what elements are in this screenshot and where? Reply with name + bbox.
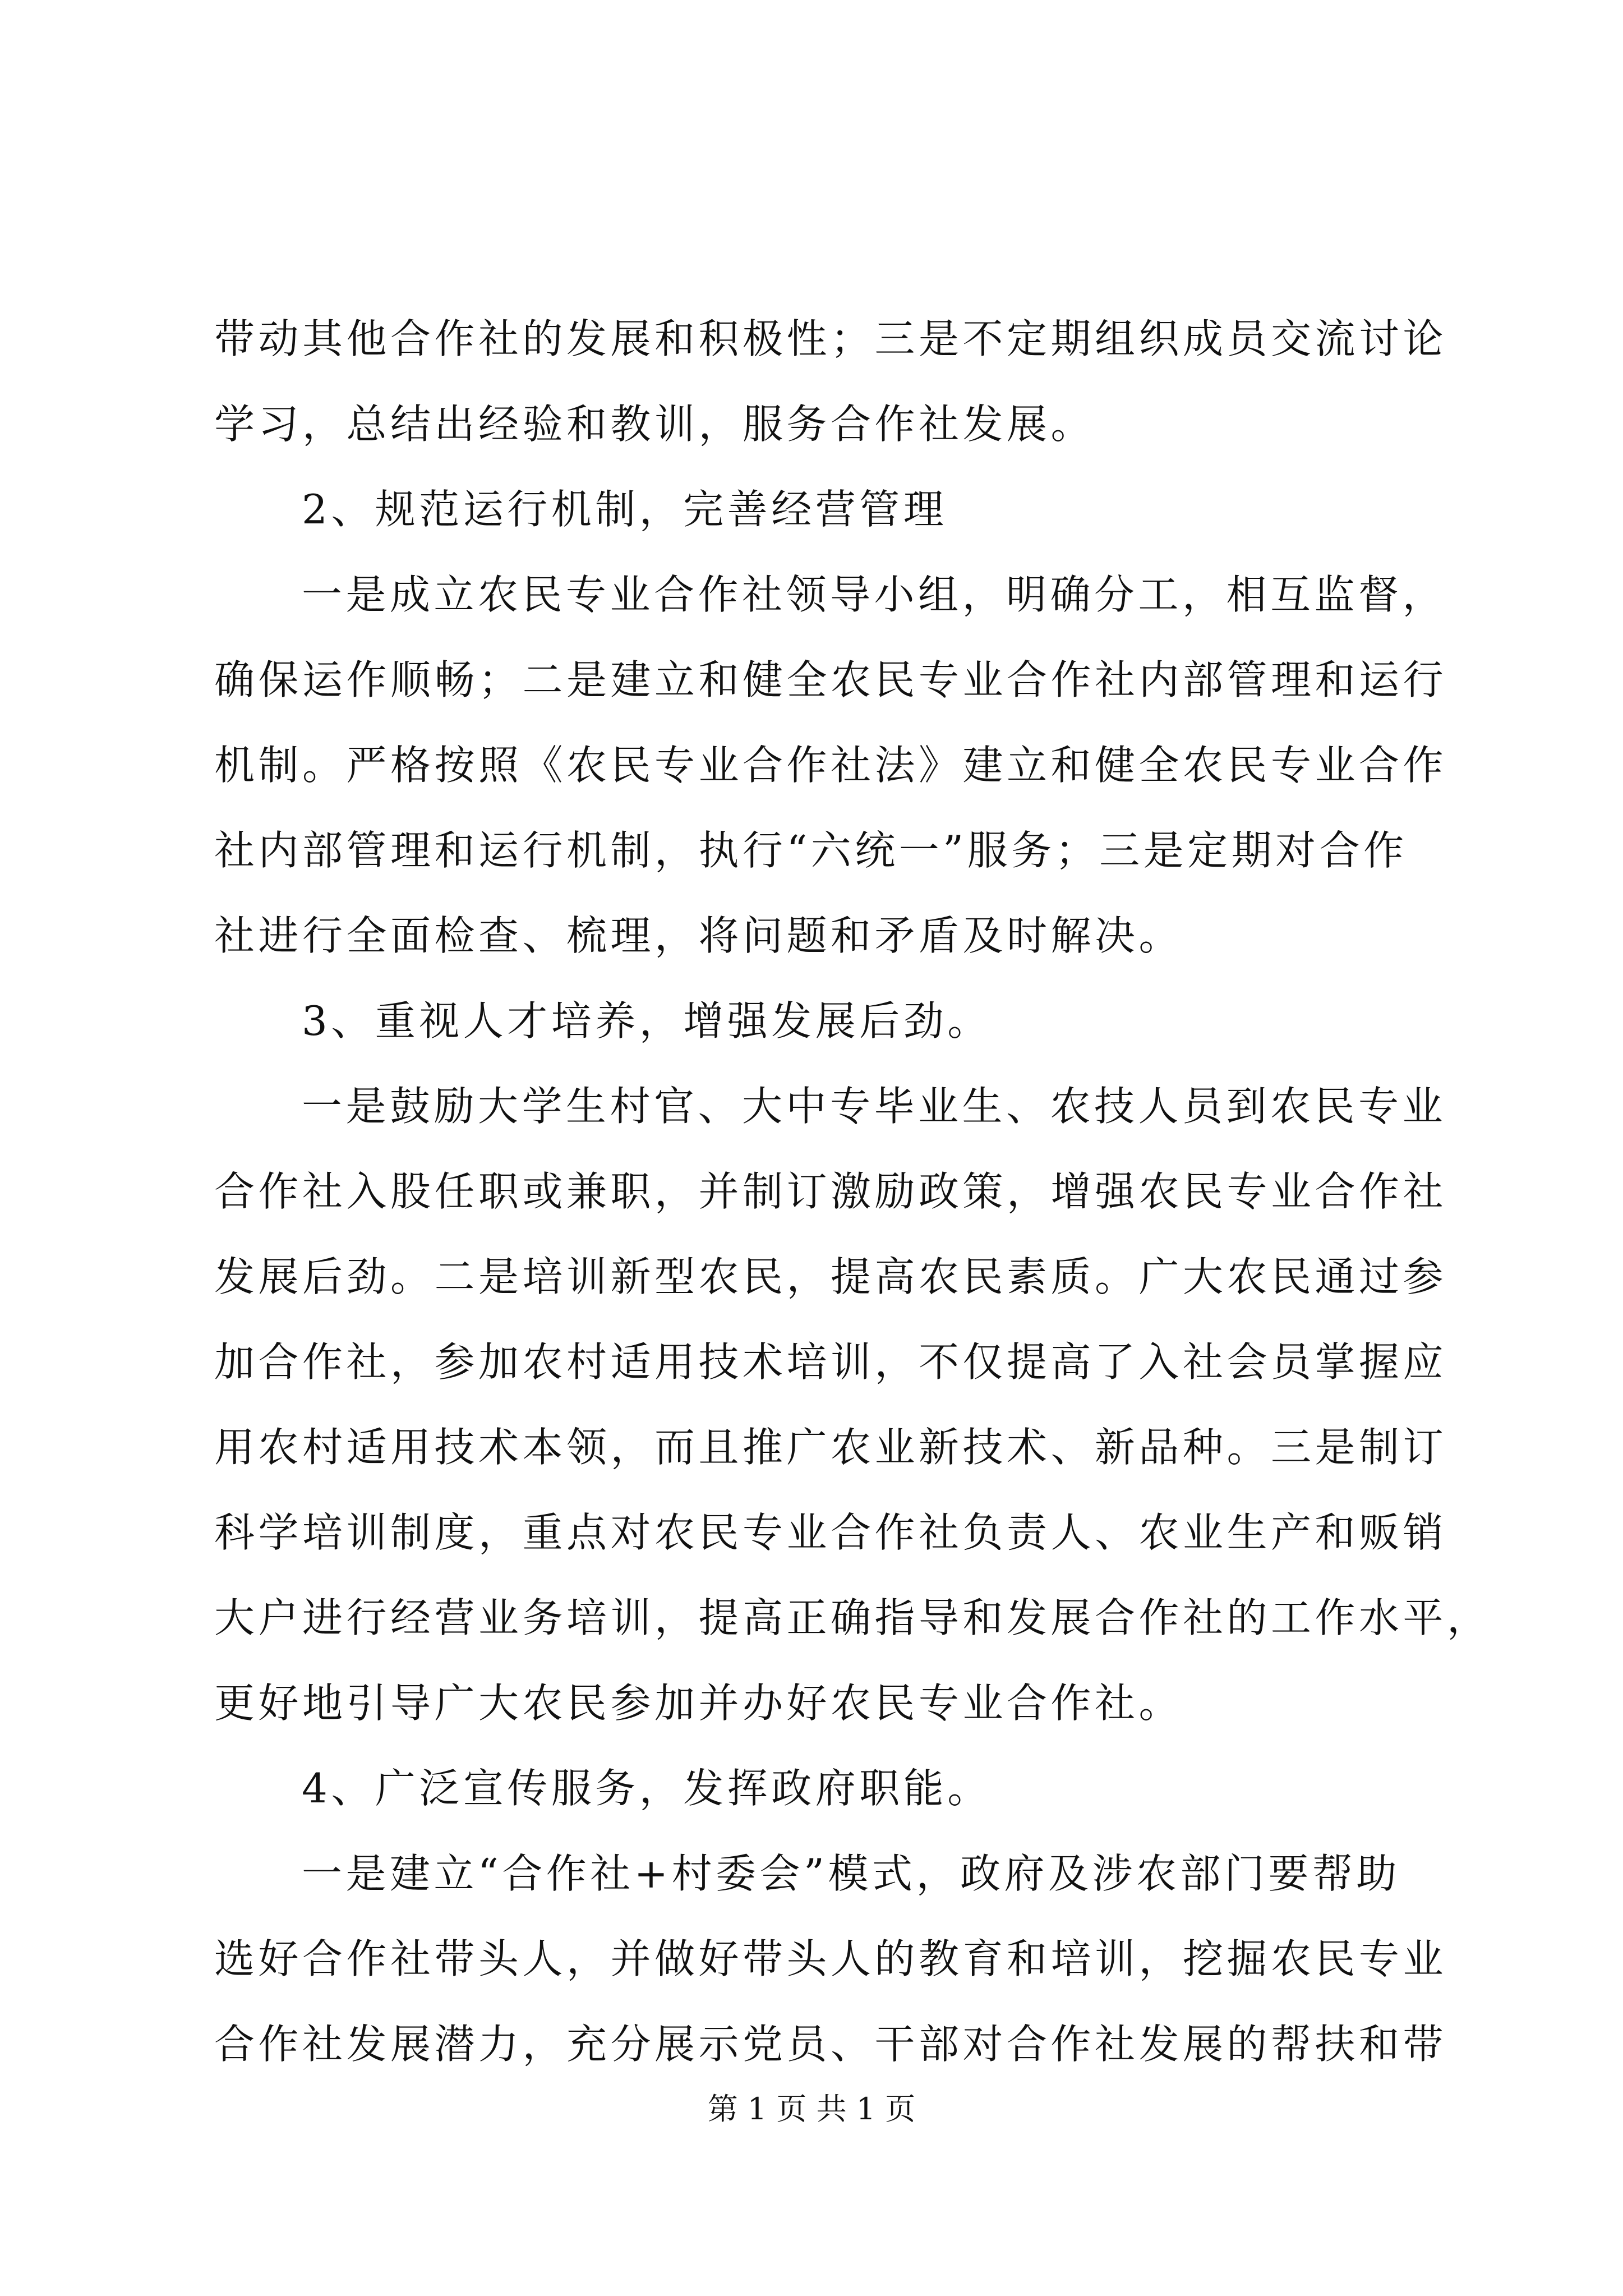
text-line-6: 机制。严格按照《农民专业合作社法》建立和健全农民专业合作: [214, 742, 1447, 789]
text-line-15: 科学培训制度，重点对农民专业合作社负责人、农业生产和贩销: [214, 1509, 1447, 1556]
text-line-13: 加合作社，参加农村适用技术培训，不仅提高了入社会员掌握应: [214, 1338, 1447, 1386]
text-line-16: 大户进行经营业务培训，提高正确指导和发展合作社的工作水平，: [214, 1594, 1491, 1641]
text-line-4: 一是成立农民专业合作社领导小组，明确分工，相互监督，: [302, 571, 1447, 618]
text-line-12: 发展后劲。二是培训新型农民，提高农民素质。广大农民通过参: [214, 1253, 1447, 1300]
section-heading-2: 2、规范运行机制，完善经营管理: [302, 486, 948, 533]
section-heading-4: 4、广泛宣传服务，发挥政府职能。: [302, 1765, 992, 1812]
text-line-17: 更好地引导广大农民参加并办好农民专业合作社。: [214, 1680, 1183, 1727]
text-line-21: 合作社发展潜力，充分展示党员、干部对合作社发展的帮扶和带: [214, 2021, 1447, 2068]
page-number-footer: 第 1 页 共 1 页: [707, 2091, 916, 2127]
text-line-2: 学习，总结出经验和教训，服务合作社发展。: [214, 401, 1095, 448]
text-line-19: 一是建立“合作社+村委会”模式，政府及涉农部门要帮助: [302, 1850, 1400, 1897]
text-line-1: 带动其他合作社的发展和积极性；三是不定期组织成员交流讨论: [214, 315, 1447, 362]
text-line-8: 社进行全面检查、梳理，将问题和矛盾及时解决。: [214, 912, 1183, 959]
document-body: [214, 296, 1491, 2087]
text-line-10: 一是鼓励大学生村官、大中专毕业生、农技人员到农民专业: [302, 1083, 1447, 1130]
text-line-11: 合作社入股任职或兼职，并制订激励政策，增强农民专业合作社: [214, 1168, 1447, 1215]
text-line-20: 选好合作社带头人，并做好带头人的教育和培训，挖掘农民专业: [214, 1935, 1447, 1982]
text-line-14: 用农村适用技术本领，而且推广农业新技术、新品种。三是制订: [214, 1424, 1447, 1471]
section-heading-3: 3、重视人才培养，增强发展后劲。: [302, 997, 992, 1045]
text-line-5: 确保运作顺畅；二是建立和健全农民专业合作社内部管理和运行: [214, 656, 1447, 703]
text-line-7: 社内部管理和运行机制，执行“六统一”服务；三是定期对合作: [214, 827, 1408, 874]
